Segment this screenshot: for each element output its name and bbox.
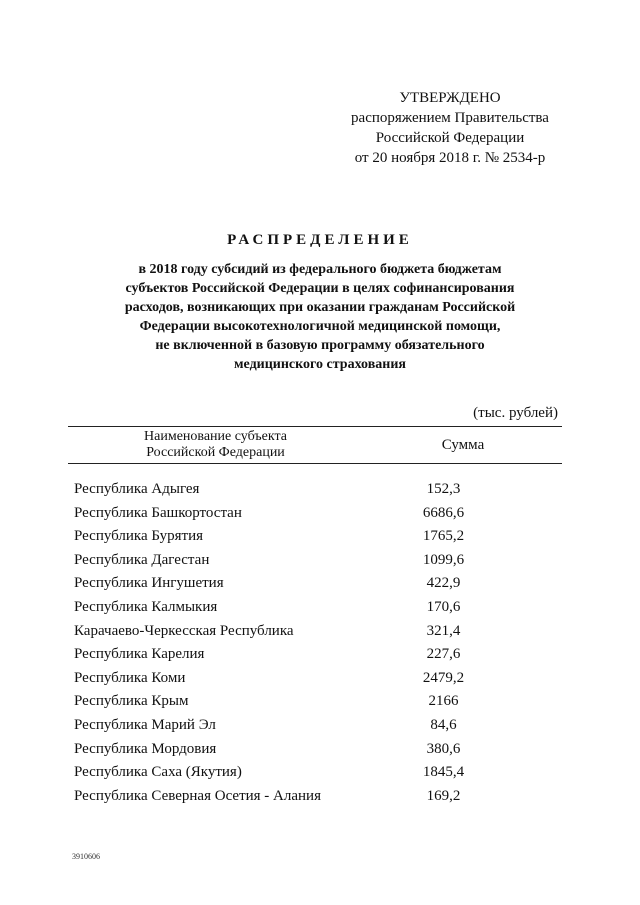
subsidy-amount: 227,6 [426,646,461,663]
table-row [74,502,564,526]
subsidy-amount: 1845,4 [422,764,465,781]
subtitle-line: Федерации высокотехнологичной медицинской помощи, [139,319,501,334]
subsidy-amount: 380,6 [426,740,461,757]
column-header-name [68,429,363,461]
subsidy-amount: 321,4 [426,622,461,639]
document-heading: РАСПРЕДЕЛЕНИЕ [227,232,413,248]
table-row [74,785,564,809]
column-header-name-line1: Наименование субъекта [144,429,287,444]
subsidy-amount: 152,3 [426,481,461,497]
subsidy-amount: 170,6 [426,598,461,615]
region-name: Карачаево-Черкесская Республика [74,622,294,639]
table-row [74,596,564,620]
region-name: Республика Бурятия [74,528,204,545]
subtitle-line: в 2018 году субсидий из федерального бюджета бюджетам [138,262,502,277]
column-header-sum: Сумма [441,437,485,453]
table-header [68,426,562,464]
region-name: Республика Адыгея [74,481,200,497]
region-name: Республика Мордовия [74,740,217,757]
region-name: Республика Башкортостан [74,504,242,521]
subsidy-amount: 1099,6 [422,551,465,568]
units-label: (тыс. рублей) [473,405,558,421]
table-row [74,690,564,714]
region-name: Республика Крым [74,693,189,710]
subsidy-amount: 2479,2 [422,669,465,686]
subsidy-amount: 6686,6 [422,504,465,521]
table-row [74,525,564,549]
subsidy-amount: 84,6 [430,716,457,733]
region-name: Республика Калмыкия [74,598,218,615]
subsidy-amount: 169,2 [426,787,461,804]
region-name: Республика Марий Эл [74,716,216,733]
approval-block [330,88,570,168]
table-row [74,761,564,785]
subsidy-amount: 1765,2 [422,528,465,545]
region-name: Республика Коми [74,669,186,686]
table-row [74,549,564,573]
table-row [74,738,564,762]
subsidy-amount: 422,9 [426,575,461,592]
subtitle-line: субъектов Российской Федерации в целях софинансирования [125,281,515,296]
table-row [74,643,564,667]
approval-line-government: Российской Федерации [375,130,525,146]
table-row [74,714,564,738]
document-subtitle [80,260,560,374]
table-body [74,478,564,808]
table-row [74,620,564,644]
region-name: Республика Дагестан [74,551,210,568]
footer-code: 3910606 [72,852,100,861]
approval-line-date: от 20 ноября 2018 г. № 2534-р [354,150,546,166]
subsidy-amount: 2166 [428,693,459,710]
region-name: Республика Северная Осетия - Алания [74,787,321,804]
region-name: Республика Саха (Якутия) [74,764,242,781]
subtitle-line: расходов, возникающих при оказании гражданам Российской [124,300,516,315]
approval-title: УТВЕРЖДЕНО [399,90,501,106]
subtitle-line: медицинского страхования [234,357,406,372]
approval-line-order: распоряжением Правительства [351,110,549,126]
table-row [74,478,564,502]
region-name: Республика Ингушетия [74,575,224,592]
column-header-name-line2: Российской Федерации [146,445,285,460]
region-name: Республика Карелия [74,646,205,663]
subtitle-line: не включенной в базовую программу обязательного [155,338,485,353]
table-row [74,667,564,691]
table-row [74,572,564,596]
